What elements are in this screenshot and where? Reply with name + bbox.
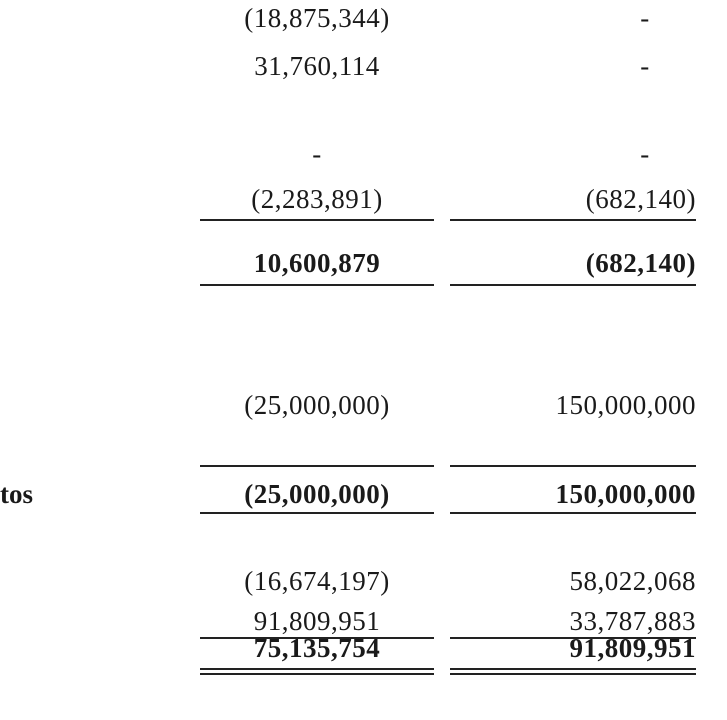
double-rule-bottom-col1 [200, 673, 434, 675]
subtotal-rule-2-col1 [200, 465, 434, 467]
row4-col1-value: (2,283,891) [251, 184, 383, 214]
row8-col2-value: 58,022,068 [569, 566, 696, 596]
total-rule-2-col2 [450, 512, 696, 514]
row2-col2-value: - [640, 51, 650, 81]
double-rule-top-col1 [200, 668, 434, 670]
row6-col1-value: (25,000,000) [244, 390, 390, 420]
row9-col2-value: 33,787,883 [569, 606, 696, 636]
total-rule-col2 [450, 284, 696, 286]
subtotal-rule-col1 [200, 219, 434, 221]
row9-col1-value: 91,809,951 [253, 606, 381, 636]
row1-col2-value: - [640, 3, 650, 33]
row4-col2-value: (682,140) [585, 184, 696, 214]
double-rule-top-col2 [450, 668, 696, 670]
total-rule-2-col1 [200, 512, 434, 514]
row7-col2-total: 150,000,000 [555, 479, 696, 509]
financing-activities-label: tos [0, 479, 33, 509]
row5-col1-total: 10,600,879 [253, 248, 381, 278]
total-rule-col1 [200, 284, 434, 286]
row5-col2-total: (682,140) [585, 248, 696, 278]
row8-col1-value: (16,674,197) [244, 566, 390, 596]
row3-col1-value: - [312, 139, 322, 169]
row6-col2-value: 150,000,000 [555, 390, 696, 420]
row2-col1-value: 31,760,114 [254, 51, 380, 81]
double-rule-bottom-col2 [450, 673, 696, 675]
subtotal-rule-col2 [450, 219, 696, 221]
row3-col2-value: - [640, 139, 650, 169]
row10-col1-grand-total: 75,135,754 [253, 633, 381, 663]
row7-col1-total: (25,000,000) [244, 479, 390, 509]
row10-col2-grand-total: 91,809,951 [569, 633, 696, 663]
subtotal-rule-2-col2 [450, 465, 696, 467]
row1-col1-value: (18,875,344) [244, 3, 390, 33]
